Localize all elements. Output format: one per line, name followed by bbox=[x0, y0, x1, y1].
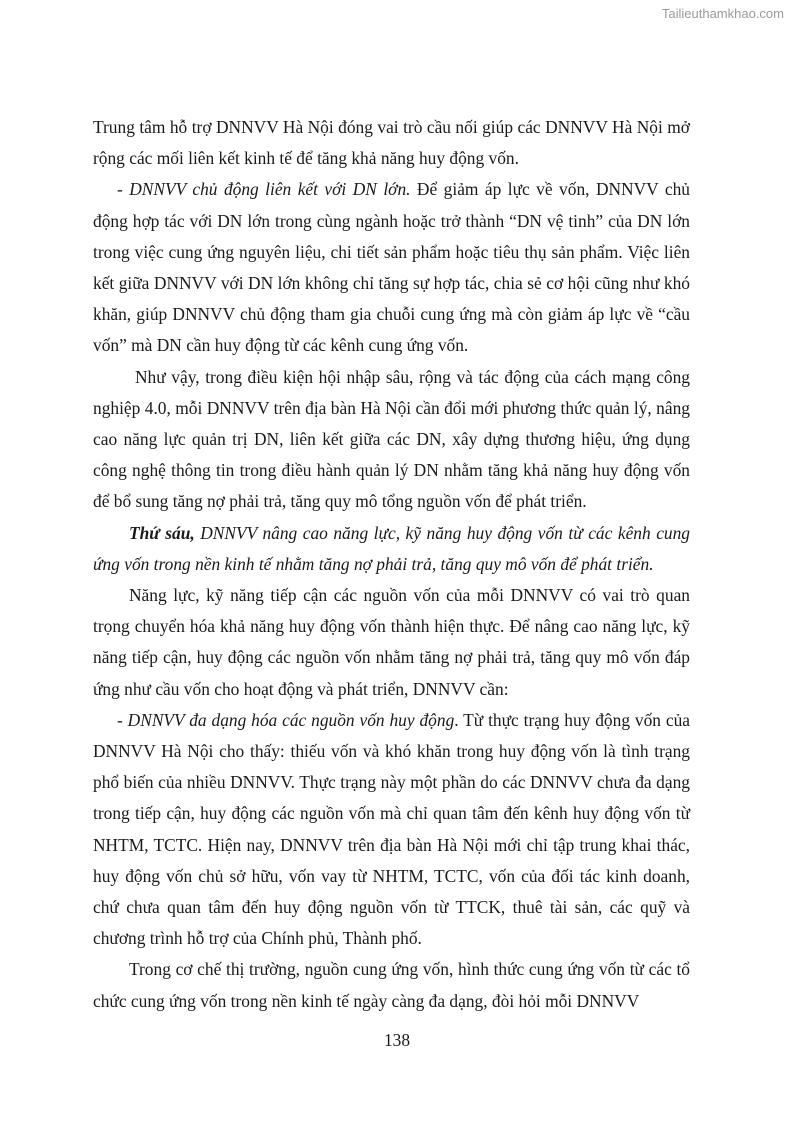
paragraph-3: Như vậy, trong điều kiện hội nhập sâu, rộng và tác động của cách mạng công nghiệp 4.0, mỗi DNNVV trên địa bàn Hà Nội cần đổi mới phương thức quản lý, nâng cao năng lực quản trị DN, liên kết giữa các DN, xây dựng thương hiệu, ứng dụng công nghệ thông tin trong điều hành quản lý DN nhằm tăng khả năng huy động vốn để bổ sung tăng nợ phải trả, tăng quy mô tổng nguồn vốn để phát triển. bbox=[93, 366, 690, 512]
paragraph-1: Trung tâm hỗ trợ DNNVV Hà Nội đóng vai trò cầu nối giúp các DNNVV Hà Nội mở rộng các mối liên kết kinh tế để tăng khả năng huy động vốn. bbox=[93, 117, 690, 169]
paragraph-2 bbox=[93, 174, 690, 361]
paragraph-6-body: . Từ thực trạng huy động vốn của DNNVV Hà Nội cho thấy: thiếu vốn và khó khăn trong huy động vốn là tình trạng phổ biến của nhiều DNNVV. Thực trạng này một phần do các DNNVV chưa đa dạng trong tiếp cận, huy động các nguồn vốn mà chỉ quan tâm đến kênh huy động vốn từ NHTM, TCTC. Hiện nay, DNNVV trên địa bàn Hà Nội mới chỉ tập trung khai thác, huy động vốn chủ sở hữu, vốn vay từ NHTM, TCTC, vốn của đối tác kinh doanh, chứ chưa quan tâm đến huy động nguồn vốn từ TTCK, thuê tài sản, các quỹ và chương trình hỗ trợ của Chính phủ, Thành phố. bbox=[93, 709, 690, 949]
paragraph-4-lead: Thứ sáu, bbox=[129, 522, 195, 543]
paragraph-5: Năng lực, kỹ năng tiếp cận các nguồn vốn của mỗi DNNVV có vai trò quan trọng chuyển hóa khả năng huy động vốn thành hiện thực. Để nâng cao năng lực, kỹ năng tiếp cận, huy động các nguồn vốn nhằm tăng nợ phải trả, tăng quy mô vốn đáp ứng như cầu vốn cho hoạt động và phát triển, DNNVV cần: bbox=[93, 585, 690, 699]
page-number: 138 bbox=[383, 1030, 411, 1050]
watermark: Tailieuthamkhao.com bbox=[661, 6, 784, 21]
page-body bbox=[93, 112, 690, 1017]
paragraph-4 bbox=[93, 518, 690, 580]
paragraph-2-body: Để giảm áp lực về vốn, DNNVV chủ động hợp tác với DN lớn trong cùng ngành hoặc trở thành “DN vệ tinh” của DN lớn trong việc cung ứng nguyên liệu, chi tiết sản phẩm hoặc tiêu thụ sản phẩm. Việc liên kết giữa DNNVV với DN lớn không chỉ tăng sự hợp tác, chia sẻ cơ hội cũng như khó khăn, giúp DNNVV chủ động tham gia chuỗi cung ứng mà còn giảm áp lực về “cầu vốn” mà DN cần huy động từ các kênh cung ứng vốn. bbox=[93, 179, 690, 356]
paragraph-7: Trong cơ chế thị trường, nguồn cung ứng vốn, hình thức cung ứng vốn từ các tổ chức cung ứng vốn trong nền kinh tế ngày càng đa dạng, đòi hỏi mỗi DNNVV bbox=[93, 959, 690, 1011]
paragraph-6-lead: - DNNVV đa dạng hóa các nguồn vốn huy động bbox=[117, 709, 455, 730]
paragraph-2-lead: - DNNVV chủ động liên kết với DN lớn. bbox=[117, 179, 411, 200]
paragraph-6 bbox=[93, 705, 690, 955]
paragraph-4-body: DNNVV nâng cao năng lực, kỹ năng huy động vốn từ các kênh cung ứng vốn trong nền kinh tế nhằm tăng nợ phải trả, tăng quy mô vốn để phát triển. bbox=[93, 522, 690, 574]
